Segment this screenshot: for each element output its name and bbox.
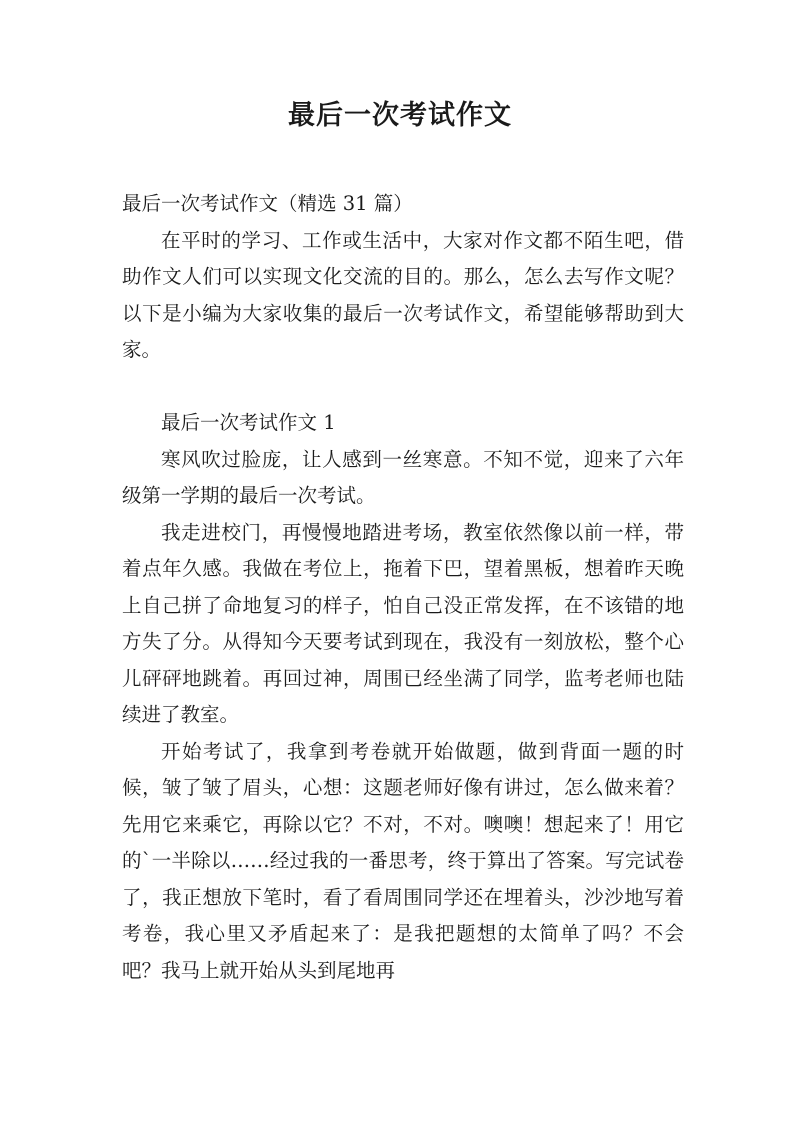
essay-paragraph-2: 我走进校门，再慢慢地踏进考场，教室依然像以前一样，带着点年久感。我做在考位上，拖着下巴，望着黑板，想着昨天晚上自己拼了命地复习的样子，怕自己没正常发挥，在不该错的地方失了分。从得知今天要考试到现在，我没有一刻放松，整个心儿砰砰地跳着。再回过神，周围已经坐满了同学，监考老师也陆续进了教室。 [122,520,684,726]
essay-paragraph-3: 开始考试了，我拿到考卷就开始做题，做到背面一题的时候，皱了皱了眉头，心想：这题老师好像有讲过，怎么做来着？先用它来乘它，再除以它？不对，不对。噢噢！想起来了！用它的`一半除以……经过我的一番思考，终于算出了答案。写完试卷了，我正想放下笔时，看了看周围同学还在埋着头，沙沙地写着考卷，我心里又矛盾起来了：是我把题想的太简单了吗？不会吧？我马上就开始从头到尾地再 [122,739,684,982]
intro-paragraph: 在平时的学习、工作或生活中，大家对作文都不陌生吧，借助作文人们可以实现文化交流的目的。那么，怎么去写作文呢？以下是小编为大家收集的最后一次考试作文，希望能够帮助到大家。 [122,228,684,361]
essay-paragraph-1: 寒风吹过脸庞，让人感到一丝寒意。不知不觉，迎来了六年级第一学期的最后一次考试。 [122,447,684,507]
essay-title: 最后一次考试作文 1 [161,411,336,434]
page-title: 最后一次考试作文 [288,100,512,131]
collection-heading: 最后一次考试作文（精选 31 篇） [122,192,413,215]
document-body [122,186,684,989]
